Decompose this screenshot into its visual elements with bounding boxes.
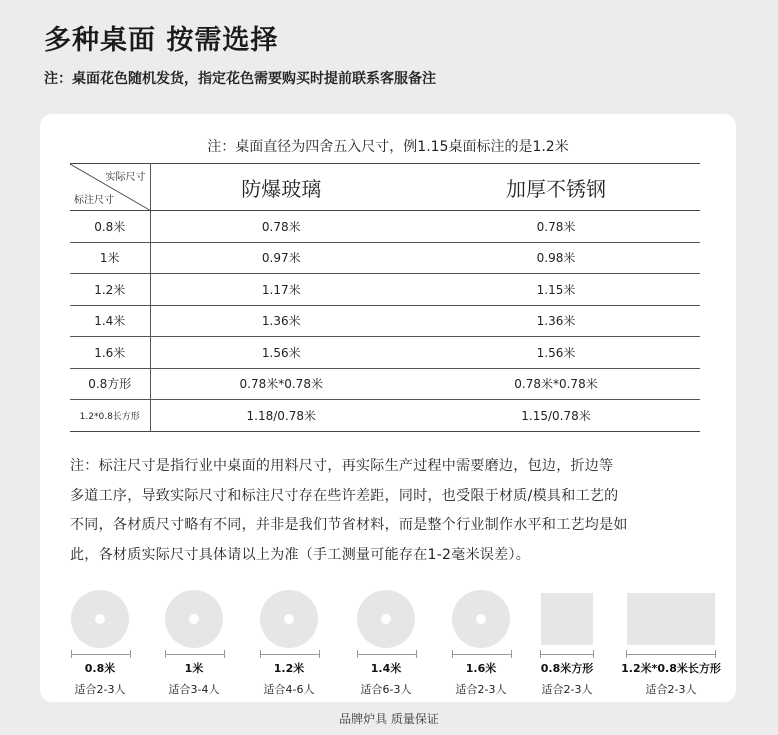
row-label: 0.8方形	[70, 368, 150, 400]
shape-size-label: 1.6米	[465, 662, 497, 675]
size-table	[70, 163, 700, 432]
round-table-icon	[452, 590, 510, 648]
corner-labeled-size-label: 标注尺寸	[74, 195, 114, 206]
glass-size-cell: 0.78米*0.78米	[150, 368, 412, 400]
column-header-glass: 防爆玻璃	[150, 164, 412, 211]
column-header-steel: 加厚不锈钢	[412, 164, 700, 211]
dimension-line-icon	[260, 650, 320, 658]
table-row	[70, 274, 700, 306]
shape-capacity-label: 适合4-6人	[263, 683, 315, 696]
shape-item-rectangle	[616, 590, 726, 697]
dimension-line-icon	[626, 650, 716, 658]
table-note: 注：桌面直径为四舍五入尺寸，例1.15桌面标注的是1.2米	[207, 139, 569, 155]
dimension-line-icon	[165, 650, 225, 658]
steel-size-cell: 0.78米	[412, 211, 700, 243]
square-table-icon	[541, 593, 593, 645]
shape-item-1-4m	[357, 590, 415, 697]
round-table-icon	[260, 590, 318, 648]
steel-size-cell: 0.78米*0.78米	[412, 368, 700, 400]
row-label: 1.2米	[70, 274, 150, 306]
steel-size-cell: 1.15米	[412, 274, 700, 306]
glass-size-cell: 1.18/0.78米	[150, 400, 412, 432]
steel-size-cell: 1.36米	[412, 305, 700, 337]
note-line: 多道工序，导致实际尺寸和标注尺寸存在些许差距，同时，也受限于材质/模具和工艺的	[70, 487, 619, 504]
shape-item-square	[532, 590, 602, 697]
table-row	[70, 337, 700, 369]
shape-size-label: 0.8米方形	[540, 662, 594, 675]
round-table-icon	[357, 590, 415, 648]
shape-item-0-8m	[71, 590, 129, 697]
dimension-line-icon	[452, 650, 512, 658]
shape-size-label: 1.4米	[370, 662, 402, 675]
round-table-icon	[71, 590, 129, 648]
row-label: 0.8米	[70, 211, 150, 243]
dimension-line-icon	[71, 650, 131, 658]
footer-text: 品牌炉具 质量保证	[339, 712, 439, 726]
shape-capacity-label: 适合6-3人	[360, 683, 412, 696]
row-label: 1.2*0.8长方形	[70, 400, 150, 432]
shape-size-label: 1.2米*0.8米长方形	[621, 662, 721, 675]
shape-size-label: 1米	[184, 662, 204, 675]
table-row	[70, 211, 700, 243]
shape-capacity-label: 适合3-4人	[168, 683, 220, 696]
table-row	[70, 242, 700, 274]
row-label: 1米	[70, 242, 150, 274]
shape-capacity-label: 适合2-3人	[455, 683, 507, 696]
glass-size-cell: 0.97米	[150, 242, 412, 274]
page-title: 多种桌面 按需选择	[44, 25, 279, 56]
glass-size-cell: 0.78米	[150, 211, 412, 243]
table-header-row	[70, 164, 700, 211]
steel-size-cell: 0.98米	[412, 242, 700, 274]
shape-size-label: 0.8米	[84, 662, 116, 675]
corner-actual-size-label: 实际尺寸	[105, 172, 146, 183]
row-label: 1.6米	[70, 337, 150, 369]
corner-header-cell	[70, 164, 150, 211]
table-row	[70, 400, 700, 432]
shape-item-1m	[165, 590, 223, 697]
table-row	[70, 368, 700, 400]
page-subtitle: 注：桌面花色随机发货，指定花色需要购买时提前联系客服备注	[44, 71, 436, 87]
shape-item-1-2m	[260, 590, 318, 697]
round-table-icon	[165, 590, 223, 648]
row-label: 1.4米	[70, 305, 150, 337]
rectangle-table-icon	[627, 593, 715, 645]
note-line: 不同，各材质尺寸略有不同，并非是我们节省材料，而是整个行业制作水平和工艺均是如	[70, 517, 628, 533]
glass-size-cell: 1.17米	[150, 274, 412, 306]
glass-size-cell: 1.36米	[150, 305, 412, 337]
dimension-line-icon	[357, 650, 417, 658]
table-row	[70, 305, 700, 337]
note-line: 注：标注尺寸是指行业中桌面的用料尺寸，再实际生产过程中需要磨边，包边，折边等	[70, 458, 614, 474]
size-explanation-note	[70, 452, 690, 570]
shape-item-1-6m	[452, 590, 510, 697]
shape-size-label: 1.2米	[273, 662, 305, 675]
steel-size-cell: 1.56米	[412, 337, 700, 369]
note-line: 此，各材质实际尺寸具体请以上为准（手工测量可能存在1-2毫米误差）。	[70, 546, 531, 563]
shape-capacity-label: 适合2-3人	[74, 683, 126, 696]
glass-size-cell: 1.56米	[150, 337, 412, 369]
table-shape-icons	[40, 590, 736, 700]
steel-size-cell: 1.15/0.78米	[412, 400, 700, 432]
size-card	[40, 114, 736, 702]
shape-capacity-label: 适合2-3人	[645, 683, 697, 696]
dimension-line-icon	[540, 650, 594, 658]
shape-capacity-label: 适合2-3人	[541, 683, 593, 696]
